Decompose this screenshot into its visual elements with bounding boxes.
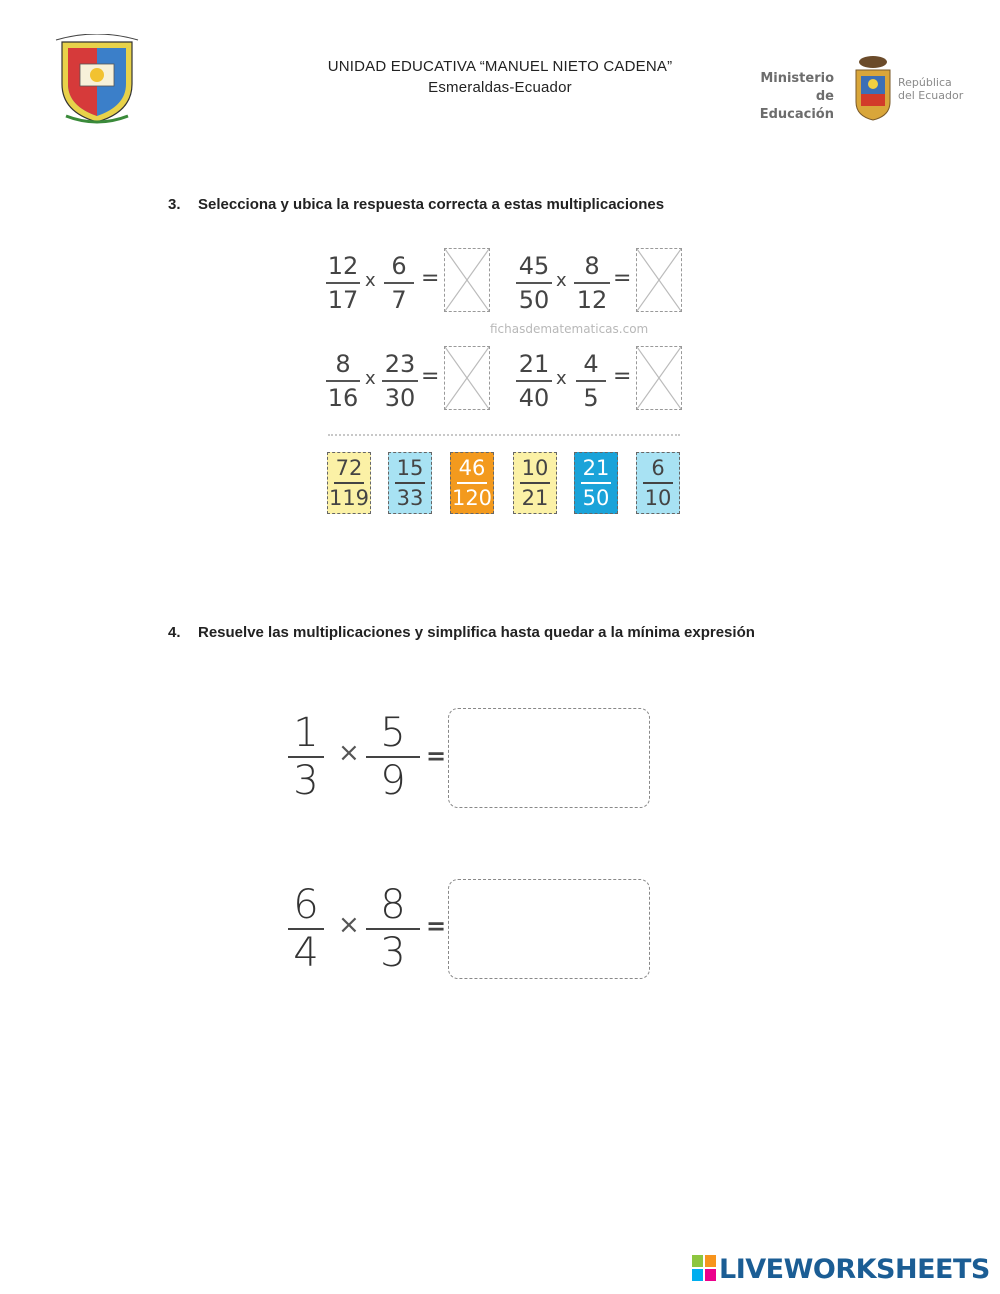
- coat-of-arms-icon: [850, 54, 896, 122]
- q4-p1-answer-box[interactable]: [448, 708, 650, 808]
- q4-p2-fraction-b: 8 3: [366, 884, 420, 974]
- equals-sign: =: [421, 266, 440, 291]
- times-sign: x: [365, 368, 376, 389]
- equals-sign: =: [613, 266, 632, 291]
- brand-text: LIVEWORKSHEETS: [719, 1254, 990, 1285]
- q3-p3-fraction-a: 8 16: [327, 350, 359, 412]
- question-4-heading: [168, 624, 755, 641]
- q4-p1-fraction-a: 1 3: [288, 712, 324, 802]
- answer-option-tile[interactable]: 10 21: [513, 452, 557, 514]
- answer-option-tile[interactable]: 21 50: [574, 452, 618, 514]
- liveworksheets-mark-icon: [692, 1255, 716, 1281]
- options-divider: [328, 434, 680, 436]
- times-sign: x: [365, 270, 376, 291]
- times-sign: ×: [338, 738, 360, 768]
- q3-p2-drop-box[interactable]: [636, 248, 682, 312]
- q4-p2-answer-box[interactable]: [448, 879, 650, 979]
- question-3-heading: [168, 196, 664, 213]
- republic-line-1: República: [898, 76, 952, 89]
- answer-option-tile[interactable]: 46 120: [450, 452, 494, 514]
- q3-p1-fraction-b: 6 7: [384, 252, 414, 314]
- q3-p1-fraction-a: 12 17: [327, 252, 359, 314]
- times-sign: x: [556, 368, 567, 389]
- ministry-text: [742, 70, 834, 124]
- equals-sign: =: [426, 912, 447, 940]
- q3-p4-fraction-b: 4 5: [576, 350, 606, 412]
- ministry-line-2: de Educación: [759, 89, 834, 122]
- question-4-number: 4.: [168, 624, 181, 641]
- school-location: Esmeraldas-Ecuador: [428, 79, 572, 96]
- equals-sign: =: [613, 364, 632, 389]
- times-sign: x: [556, 270, 567, 291]
- q4-p2-fraction-a: 6 4: [288, 884, 324, 974]
- equals-sign: =: [421, 364, 440, 389]
- q3-p4-fraction-a: 21 40: [516, 350, 552, 412]
- answer-option-tile[interactable]: 15 33: [388, 452, 432, 514]
- question-4-text: Resuelve las multiplicaciones y simplifica hasta quedar a la mínima expresión: [198, 624, 755, 641]
- q3-p3-fraction-b: 23 30: [382, 350, 418, 412]
- answer-option-tile[interactable]: 72 119: [327, 452, 371, 514]
- ministry-line-1: Ministerio: [760, 71, 834, 86]
- question-3-text: Selecciona y ubica la respuesta correcta a estas multiplicaciones: [198, 196, 665, 213]
- q3-p2-fraction-b: 8 12: [574, 252, 610, 314]
- q3-p1-drop-box[interactable]: [444, 248, 490, 312]
- q3-p3-drop-box[interactable]: [444, 346, 490, 410]
- q3-p2-fraction-a: 45 50: [516, 252, 552, 314]
- liveworksheets-logo: [692, 1254, 990, 1285]
- q3-p4-drop-box[interactable]: [636, 346, 682, 410]
- school-name: UNIDAD EDUCATIVA “MANUEL NIETO CADENA”: [327, 58, 673, 75]
- republic-text: [898, 76, 963, 102]
- q4-p1-fraction-b: 5 9: [366, 712, 420, 802]
- republic-line-2: del Ecuador: [898, 89, 964, 102]
- watermark-text: fichasdematematicas.com: [490, 322, 649, 336]
- times-sign: ×: [338, 910, 360, 940]
- question-3-number: 3.: [168, 196, 181, 213]
- equals-sign: =: [426, 742, 447, 770]
- answer-option-tile[interactable]: 6 10: [636, 452, 680, 514]
- ministry-logo: [742, 54, 967, 124]
